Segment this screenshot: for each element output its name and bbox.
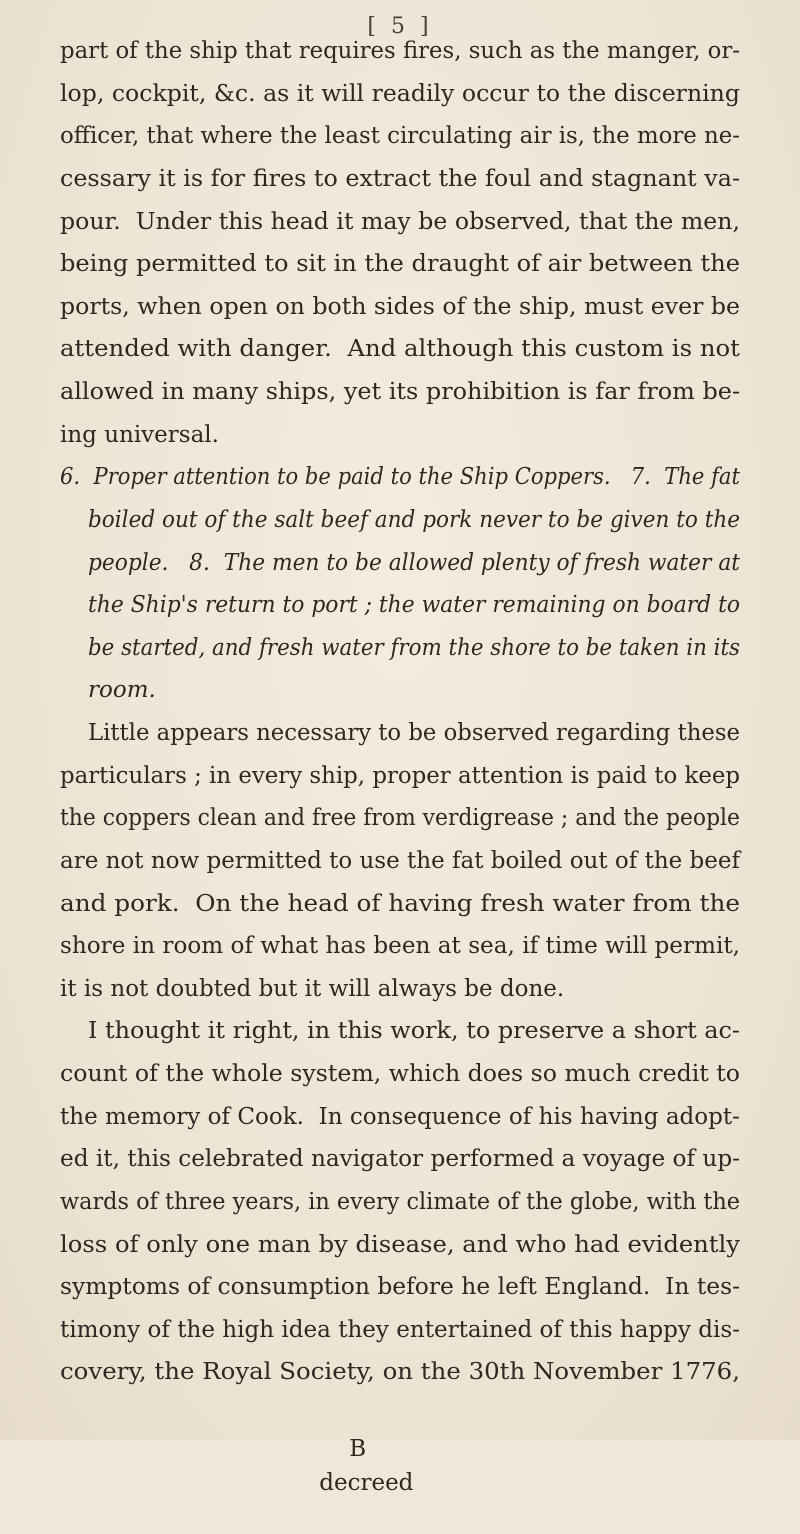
rule-line: the Ship's return to port ; the water remaining on board to (88, 592, 741, 619)
footer-line (0, 1398, 800, 1534)
rule-line: room. (88, 677, 156, 704)
text-line: allowed in many ships, yet its prohibition is far from be- (60, 379, 741, 405)
text-line: attended with danger. And although this custom is not (60, 336, 740, 363)
text-line: covery, the Royal Society, on the 30th November 1776, (60, 1359, 741, 1386)
text-line: the coppers clean and free from verdigrease ; and the people (60, 805, 740, 832)
catchword: decreed (319, 1470, 414, 1496)
text-line: cessary it is for fires to extract the foul and stagnant va- (60, 165, 741, 192)
text-line: shore in room of what has been at sea, if time will permit, (60, 933, 740, 960)
text-line: part of the ship that requires fires, such as the manger, or- (60, 38, 740, 64)
text-line: pour. Under this head it may be observed, that the men, (60, 208, 740, 235)
text-line: being permitted to sit in the draught of air between the (60, 251, 740, 278)
text-line: ed it, this celebrated navigator performed a voyage of up- (60, 1146, 741, 1173)
text-line: timony of the high idea they entertained of this happy dis- (60, 1316, 740, 1343)
text-line: ports, when open on both sides of the ship, must ever be (60, 293, 740, 320)
text-line: lop, cockpit, &c. as it will readily occur to the discerning (60, 80, 740, 107)
signature-mark: B (349, 1436, 367, 1462)
text-line: loss of only one man by disease, and who had evidently (60, 1231, 740, 1258)
text-line: count of the whole system, which does so much credit to (60, 1061, 740, 1087)
page-number: [ 5 ] (367, 14, 433, 39)
text-line: officer, that where the least circulating air is, the more ne- (60, 123, 740, 150)
rule-line: 6. Proper attention to be paid to the Ship Coppers. 7. The fat (60, 464, 740, 491)
text-line: Little appears necessary to be observed regarding these (88, 720, 740, 746)
rule-line: be started, and fresh water from the shore to be taken in its (88, 634, 741, 661)
text-line: the memory of Cook. In consequence of his having adopt- (60, 1103, 740, 1130)
text-line: I thought it right, in this work, to preserve a short ac- (88, 1018, 741, 1045)
text-line: ing universal. (60, 421, 219, 448)
text-line: and pork. On the head of having fresh water from the (60, 890, 741, 917)
text-line: particulars ; in every ship, proper attention is paid to keep (60, 762, 741, 789)
text-line: it is not doubted but it will always be done. (60, 975, 565, 1002)
text-line: wards of three years, in every climate of the globe, with the (60, 1188, 741, 1215)
rule-line: people. 8. The men to be allowed plenty of fresh water at (88, 549, 741, 576)
rule-line: boiled out of the salt beef and pork never to be given to the (88, 506, 741, 533)
text-line: symptoms of consumption before he left England. In tes- (60, 1274, 740, 1301)
text-line: are not now permitted to use the fat boiled out of the beef (60, 847, 741, 874)
